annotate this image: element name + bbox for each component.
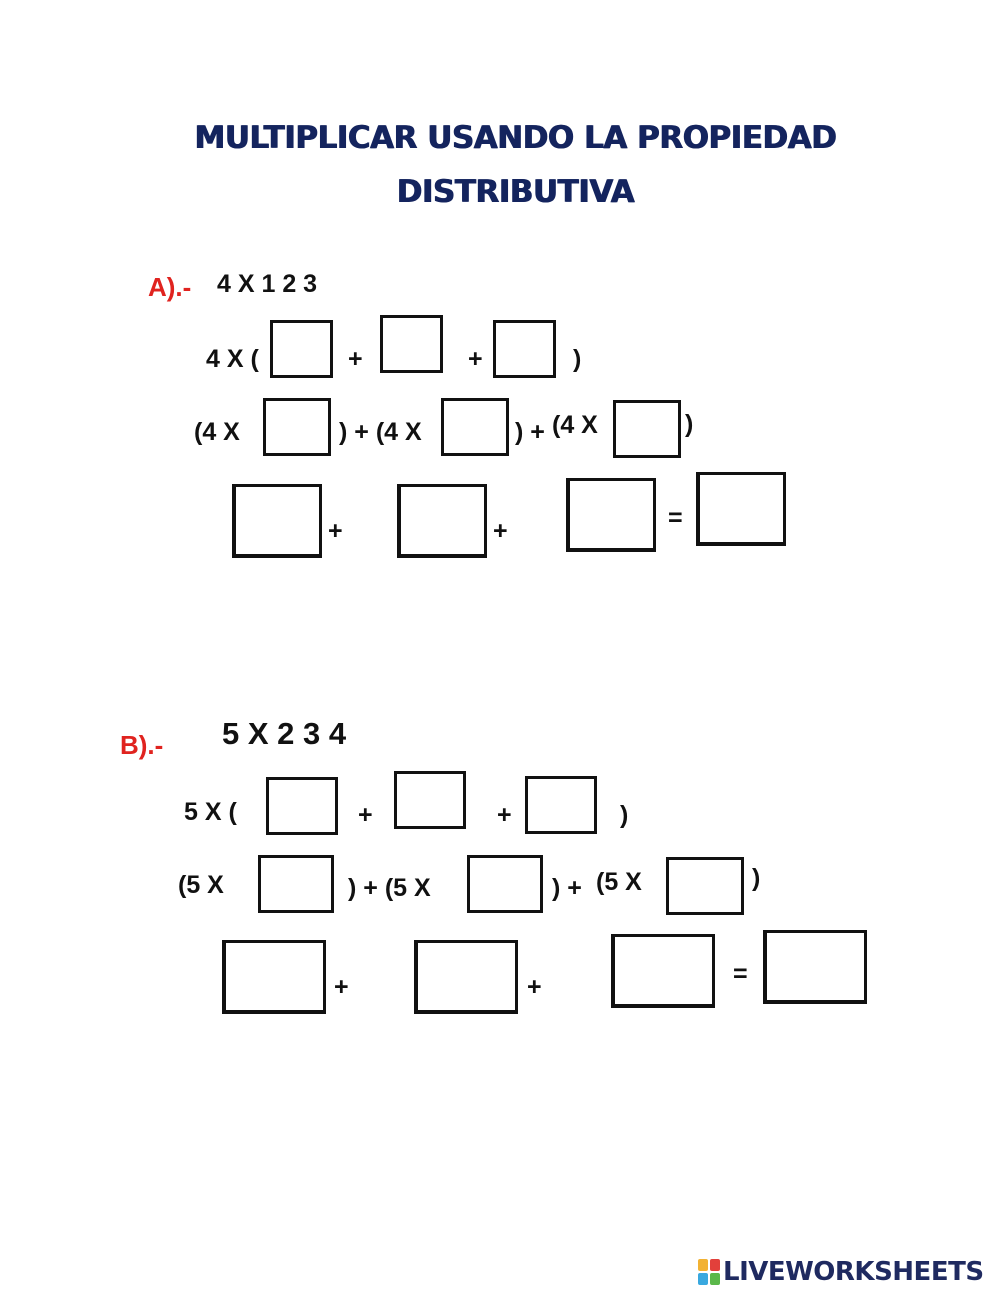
b-result-box[interactable]: [763, 930, 867, 1004]
a-row1-answer-box-1[interactable]: [270, 320, 333, 378]
a-row3-product-box-1[interactable]: [232, 484, 322, 558]
a-row2-answer-box-2[interactable]: [441, 398, 509, 456]
liveworksheets-logo-icon: [698, 1259, 720, 1285]
a-row1-close: ): [573, 345, 582, 373]
section-a-problem: 4 X 1 2 3: [217, 270, 318, 298]
a-row1-plus-1: +: [348, 345, 363, 373]
a-row1-answer-box-2[interactable]: [380, 315, 443, 373]
b-row3-product-box-1[interactable]: [222, 940, 326, 1014]
b-row3-plus-1: +: [334, 973, 349, 1001]
a-row1-answer-box-3[interactable]: [493, 320, 556, 378]
page-title-line-1: MULTIPLICAR USANDO LA PROPIEDAD: [194, 120, 836, 156]
a-row3-equals: =: [668, 504, 683, 532]
b-row1-plus-1: +: [358, 801, 373, 829]
b-row1-plus-2: +: [497, 801, 512, 829]
a-row2-mid-1: ) + (4 X: [339, 418, 422, 446]
a-row2-open-1: (4 X: [194, 418, 240, 446]
b-row2-open-1: (5 X: [178, 871, 224, 899]
b-row1-answer-box-2[interactable]: [394, 771, 466, 829]
b-row2-answer-box-2[interactable]: [467, 855, 543, 913]
b-row2-mid-1: ) + (5 X: [348, 874, 431, 902]
section-a-label: A).-: [148, 272, 192, 302]
b-row1-prefix: 5 X (: [184, 798, 237, 826]
b-row3-equals: =: [733, 960, 748, 988]
a-row2-answer-box-1[interactable]: [263, 398, 331, 456]
b-row3-product-box-3[interactable]: [611, 934, 715, 1008]
b-row2-answer-box-3[interactable]: [666, 857, 744, 915]
b-row1-answer-box-1[interactable]: [266, 777, 338, 835]
a-row2-close: ): [685, 410, 694, 438]
a-row3-product-box-3[interactable]: [566, 478, 656, 552]
a-result-box[interactable]: [696, 472, 786, 546]
a-row2-mid-2: ) +: [515, 418, 545, 446]
footer-brand-text: LIVEWORKSHEETS: [723, 1257, 984, 1287]
a-row1-plus-2: +: [468, 345, 483, 373]
b-row2-answer-box-1[interactable]: [258, 855, 334, 913]
a-row2-open-3: (4 X: [552, 411, 598, 439]
b-row3-product-box-2[interactable]: [414, 940, 518, 1014]
a-row1-prefix: 4 X (: [206, 345, 259, 373]
a-row3-product-box-2[interactable]: [397, 484, 487, 558]
b-row2-mid-2: ) +: [552, 874, 582, 902]
b-row3-plus-2: +: [527, 973, 542, 1001]
b-row2-close: ): [752, 864, 761, 892]
section-b-problem: 5 X 2 3 4: [222, 716, 347, 751]
section-b-label: B).-: [120, 730, 164, 760]
footer-brand: [698, 1257, 984, 1287]
a-row2-answer-box-3[interactable]: [613, 400, 681, 458]
page-title-line-2: DISTRIBUTIVA: [396, 174, 634, 210]
b-row1-answer-box-3[interactable]: [525, 776, 597, 834]
b-row1-close: ): [620, 801, 629, 829]
a-row3-plus-1: +: [328, 517, 343, 545]
b-row2-open-3: (5 X: [596, 868, 642, 896]
a-row3-plus-2: +: [493, 517, 508, 545]
